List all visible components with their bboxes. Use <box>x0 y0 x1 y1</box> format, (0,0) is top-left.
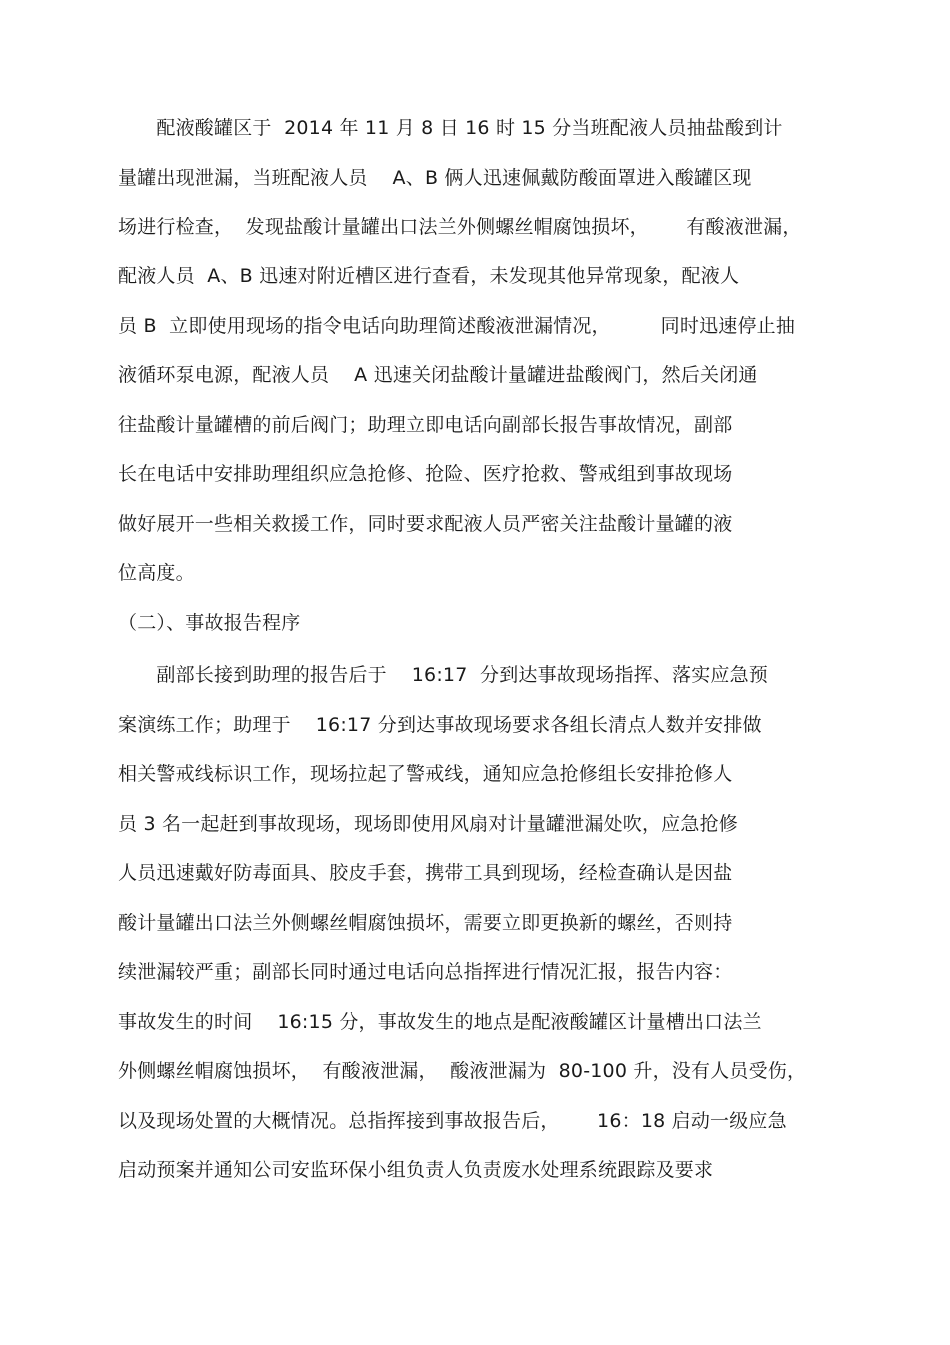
paragraph-2-line: 副部长接到助理的报告后于 16:17 分到达事故现场指挥、落实应急预 <box>118 664 768 686</box>
paragraph-2-line: 案演练工作；助理于 16:17 分到达事故现场要求各组长清点人数并安排做 <box>118 714 762 736</box>
section-heading: （二）、事故报告程序 <box>118 612 301 634</box>
paragraph-2-line: 事故发生的时间 16:15 分，事故发生的地点是配液酸罐区计量槽出口法兰 <box>118 1011 762 1033</box>
paragraph-2-line: 续泄漏较严重；副部长同时通过电话向总指挥进行情况汇报，报告内容： <box>118 961 733 983</box>
paragraph-1-line: 员 B 立即使用现场的指令电话向助理简述酸液泄漏情况， 同时迅速停止抽 <box>118 315 796 337</box>
paragraph-1-line: 量罐出现泄漏，当班配液人员 A、B 俩人迅速佩戴防酸面罩进入酸罐区现 <box>118 167 752 189</box>
paragraph-2-line: 员 3 名一起赶到事故现场，现场即使用风扇对计量罐泄漏处吹，应急抢修 <box>118 813 738 835</box>
paragraph-1-line: 位高度。 <box>118 562 195 584</box>
paragraph-2-line: 人员迅速戴好防毒面具、胶皮手套，携带工具到现场，经检查确认是因盐 <box>118 862 733 884</box>
paragraph-2-line: 以及现场处置的大概情况。总指挥接到事故报告后， 16：18 启动一级应急 <box>118 1110 787 1132</box>
paragraph-1-line: 配液人员 A、B 迅速对附近槽区进行查看，未发现其他异常现象，配液人 <box>118 265 740 287</box>
paragraph-1-line: 配液酸罐区于 2014 年 11 月 8 日 16 时 15 分当班配液人员抽盐酸到计 <box>118 117 783 139</box>
paragraph-1-line: 往盐酸计量罐槽的前后阀门；助理立即电话向副部长报告事故情况，副部 <box>118 414 733 436</box>
paragraph-2-line: 酸计量罐出口法兰外侧螺丝帽腐蚀损坏，需要立即更换新的螺丝，否则持 <box>118 912 733 934</box>
paragraph-1-line: 场进行检查， 发现盐酸计量罐出口法兰外侧螺丝帽腐蚀损坏， 有酸液泄漏， <box>118 216 802 238</box>
paragraph-1-line: 液循环泵电源，配液人员 A 迅速关闭盐酸计量罐进盐酸阀门，然后关闭通 <box>118 364 758 386</box>
paragraph-1-line: 长在电话中安排助理组织应急抢修、抢险、医疗抢救、警戒组到事故现场 <box>118 463 733 485</box>
paragraph-2-line: 启动预案并通知公司安监环保小组负责人负责废水处理系统跟踪及要求 <box>118 1159 714 1181</box>
paragraph-2-line: 外侧螺丝帽腐蚀损坏， 有酸液泄漏， 酸液泄漏为 80-100 升，没有人员受伤， <box>118 1060 807 1082</box>
paragraph-2-line: 相关警戒线标识工作，现场拉起了警戒线，通知应急抢修组长安排抢修人 <box>118 763 733 785</box>
paragraph-1-line: 做好展开一些相关救援工作，同时要求配液人员严密关注盐酸计量罐的液 <box>118 513 733 535</box>
